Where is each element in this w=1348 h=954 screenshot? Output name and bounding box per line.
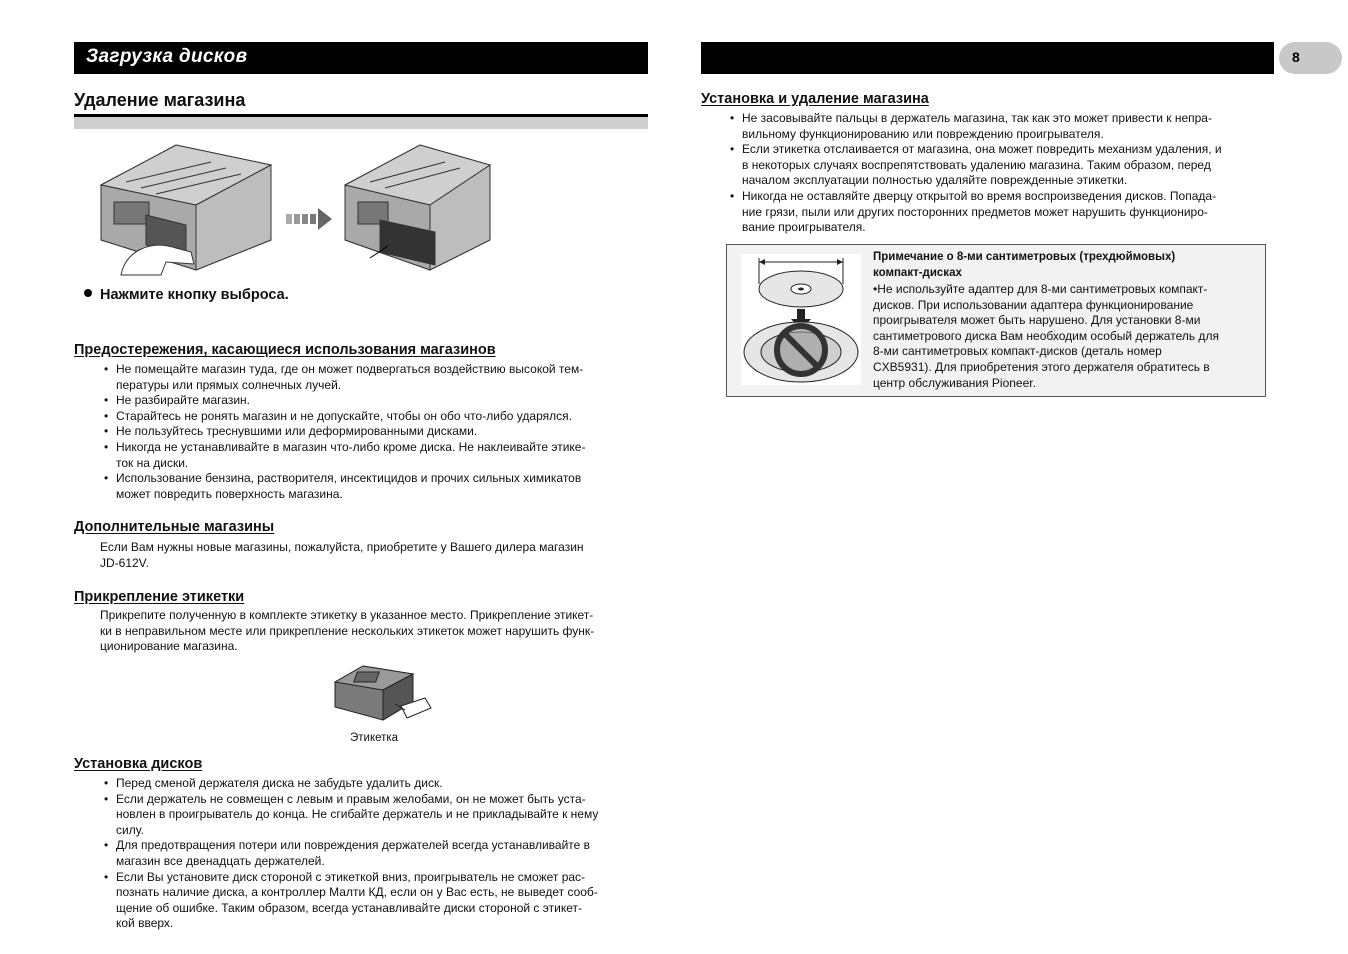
- disc-install-list: [100, 776, 648, 932]
- magazine-label-illustration: [333, 662, 433, 730]
- page-number: 8: [1292, 49, 1300, 65]
- label-text: Прикрепите полученную в комплекте этикетку в указанное место. Прикрепление этикет- ки в неправильном месте или прикрепление нескольких этикеток может нарушить функ- ционирование магазина.: [100, 608, 595, 654]
- list-item: • Перед сменой держателя диска не забудьте удалить диск.: [100, 776, 648, 792]
- install-remove-title: Установка и удаление магазина: [701, 91, 929, 107]
- list-item: • Старайтесь не ронять магазин и не допускайте, чтобы он обо что-либо ударялся.: [100, 409, 648, 425]
- list-item: • Не пользуйтесь треснувшими или деформированными дисками.: [100, 424, 648, 440]
- label-title: Прикрепление этикетки: [74, 589, 245, 605]
- section-grey-band: [74, 117, 648, 129]
- list-item: • Не разбирайте магазин.: [100, 393, 648, 409]
- bullet-icon: [84, 289, 92, 297]
- chapter-title: Загрузка дисков: [86, 46, 248, 67]
- page-number-tab: [1279, 42, 1342, 74]
- note-title: Примечание о 8-ми сантиметровых (трехдюймовых) компакт-дисках: [873, 251, 1176, 279]
- list-item: • Если этикетка отслаивается от магазина, она может повредить механизм удаления, и в некоторых случаях воспрепятствовать удалению магазина. Таким образом, перед началом эксплуатации полностью удаляйте поврежденные этикетки.: [726, 142, 1276, 189]
- list-item: • Не засовывайте пальцы в держатель магазина, так как это может привести к непра- вильному функционированию или повреждению проигрывателя.: [726, 111, 1276, 142]
- extra-magazines-title: Дополнительные магазины: [74, 519, 275, 535]
- section-title: Удаление магазина: [74, 90, 246, 110]
- install-remove-list: [726, 111, 1276, 236]
- cd-adapter-illustration: [741, 254, 861, 385]
- disc-install-title: Установка дисков: [74, 756, 203, 772]
- list-item: • Если Вы установите диск стороной с этикеткой вниз, проигрыватель не сможет рас- познать наличие диска, а контроллер Малти КД, если он у Вас есть, не выведет сооб- щение об ошибке. Таким образом, всегда устанавливайте диски стороной с этикет- кой вверх.: [100, 870, 648, 932]
- precautions-list: [100, 362, 648, 502]
- chapter-header-bar: [74, 42, 648, 74]
- list-item: • Никогда не оставляйте дверцу открытой во время воспроизведения дисков. Попада- ние грязи, пыли или других посторонних предметов может нарушить функциониро- вание проигрывателя.: [726, 189, 1276, 236]
- list-item: • Если держатель не совмещен с левым и правым желобами, он не может быть уста- новлен в проигрыватель до конца. Не сгибайте держатель и не прикладывайте к нему силу.: [100, 792, 648, 839]
- note-text: •Не используйте адаптер для 8-ми сантиметровых компакт- дисков. При использовании адаптера функционирование проигрывателя может быть нарушено. Для установки 8-ми сантиметрового диска Вам необходим особый держатель для 8-ми сантиметровых компакт-дисков (деталь номер CXB5931). Для приобретения этого держателя обратитесь в центр обслуживания Pioneer.: [873, 282, 1219, 390]
- label-caption: Этикетка: [350, 732, 399, 744]
- precautions-title: Предостережения, касающиеся использования магазинов: [74, 342, 496, 358]
- list-item: • Никогда не устанавливайте в магазин что-либо кроме диска. Не наклеивайте этике- ток на диски.: [100, 440, 648, 471]
- extra-magazines-text: Если Вам нужны новые магазины, пожалуйста, приобретите у Вашего дилера магазин JD-612V.: [100, 540, 584, 570]
- list-item: • Не помещайте магазин туда, где он может подвергаться воздействию высокой тем- пературы или прямых солнечных лучей.: [100, 362, 648, 393]
- magazine-removal-illustration: [96, 140, 496, 280]
- list-item: • Использование бензина, растворителя, инсектицидов и прочих сильных химикатов может повредить поверхность магазина.: [100, 471, 648, 502]
- right-header-bar: [701, 42, 1274, 74]
- eject-instruction: Нажмите кнопку выброса.: [84, 287, 289, 303]
- list-item: • Для предотвращения потери или повреждения держателей всегда устанавливайте в магазин все двенадцать держателей.: [100, 838, 648, 869]
- arrow-icon: [286, 208, 332, 230]
